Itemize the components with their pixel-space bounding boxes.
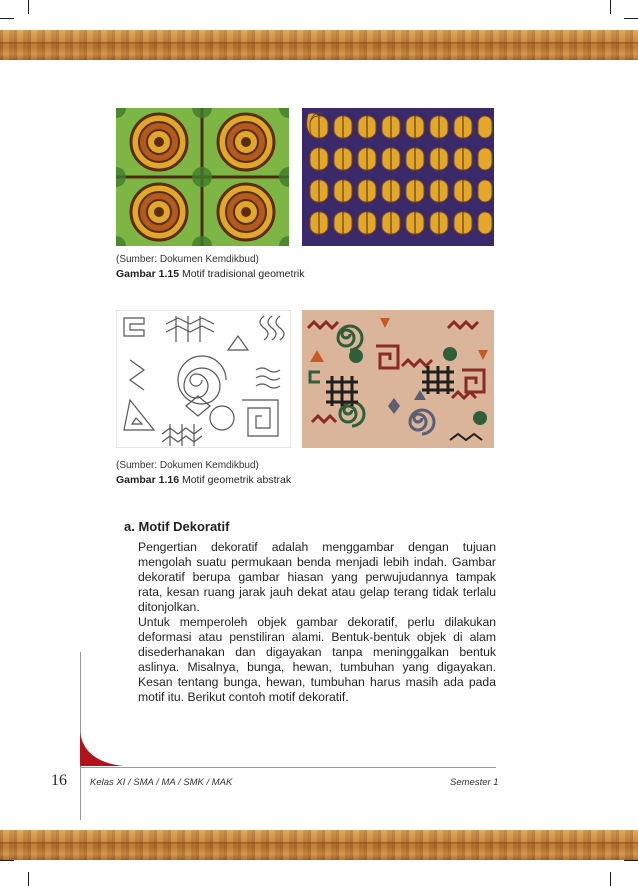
crop-mark (0, 18, 14, 19)
header-wood-strip (0, 30, 638, 60)
figure-caption (116, 474, 291, 486)
green-circular-motif-image (116, 108, 289, 246)
page-number: 16 (51, 772, 67, 789)
footer-wood-strip (0, 830, 638, 860)
figure-title: Motif geometrik abstrak (181, 474, 292, 486)
paragraph: Untuk memperoleh objek gambar dekoratif, perlu dilakukan deformasi atau penstiliran alami. Bentuk-bentuk objek di alam disederhanakan dan digayakan tanpa meninggalkan bentuk aslinya. Misalnya, bunga, hewan, tumbuhan yang digayakan. Kesan tentang bunga, hewan, tumbuhan harus masih ada pada motif itu. Berikut contoh motif dekoratif. (138, 615, 496, 704)
crop-mark (28, 872, 29, 886)
figure-source-caption: (Sumber: Dokumen Kemdikbud) (116, 460, 259, 471)
semester-label: Semester 1 (450, 777, 499, 788)
crop-mark (624, 18, 638, 19)
crop-mark (0, 860, 14, 861)
corner-accent-shape (80, 732, 140, 768)
yellow-leaf-motif-image (302, 108, 494, 246)
figure-label: Gambar 1.15 (116, 268, 180, 280)
figure-title: Motif tradisional geometrik (181, 268, 305, 280)
crop-mark (610, 872, 611, 886)
figure-caption (116, 268, 305, 280)
crop-mark (28, 0, 29, 14)
book-title: Kelas XI / SMA / MA / SMK / MAK (90, 777, 233, 788)
crop-mark (624, 860, 638, 861)
crop-mark (610, 0, 611, 14)
paragraph: Pengertian dekoratif adalah menggambar dengan tujuan mengolah suatu permukaan benda menjadi lebih indah. Gambar dekoratif berupa gambar hiasan yang perwujudannya tampak rata, kesan ruang jarak jauh dekat atau gelap terang tidak terlalu ditonjolkan. (138, 540, 496, 614)
figure-label: Gambar 1.16 (116, 474, 180, 486)
section-heading: a. Motif Dekoratif (124, 519, 230, 534)
footer-rule (80, 767, 496, 768)
line-drawing-abstract-motif-image (116, 310, 291, 448)
figure-source-caption: (Sumber: Dokumen Kemdikbud) (116, 254, 259, 265)
colored-abstract-motif-image (302, 310, 494, 448)
